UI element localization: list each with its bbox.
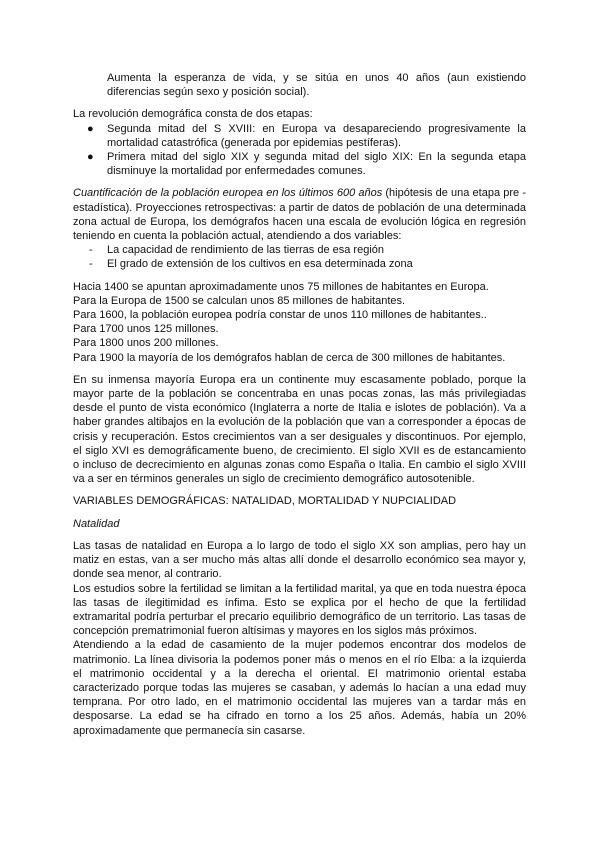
page-content (73, 71, 526, 738)
europe-paragraph: En su inmensa mayoría Europa era un continente muy escasamente poblado, porque la mayor parte de la población se concentraba en unas pocas zonas, las más privilegiadas desde el punto de vista económico (Inglaterra a norte de Italia e islotes de población). Va a haber grandes altibajos en la evolución de la población que van a corresponder a épocas de crisis y recuperación. Estos crecimientos van a ser desiguales y discontinuos. Por ejemplo, el siglo XVI es demográficamente bueno, de crecimiento. El siglo XVII es de estancamiento o incluso de decrecimiento en algunas zonas como España o Italia. En cambio el siglo XVIII va a ser en términos generales un siglo de crecimiento demográfico autosotenible. (73, 373, 526, 486)
estimate-line: Para 1700 unos 125 millones. (73, 323, 219, 336)
estimate-line: Para 1900 la mayoría de los demógrafos hablan de cerca de 300 millones de habitantes. (73, 351, 506, 364)
natality-section (73, 539, 526, 738)
revolution-heading: La revolución demográfica consta de dos etapas: (73, 108, 313, 121)
section-heading: VARIABLES DEMOGRÁFICAS: NATALIDAD, MORTALIDAD Y NUPCIALIDAD (73, 495, 457, 508)
variable-item (73, 257, 526, 271)
variable-item (73, 243, 526, 257)
dash-icon: - (89, 244, 93, 257)
intro-continuation: Aumenta la esperanza de vida, y se sitúa en unos 40 años (aun existiendo diferencias según sexo y posición social). (107, 72, 526, 99)
natality-paragraph: Las tasas de natalidad en Europa a lo largo de todo el siglo XX son amplias, pero hay un matiz en estas, van a ser mucho más altas allí donde el desarrollo económico sea mayor y, donde sea menor, al contrario. (73, 539, 526, 581)
variable-text: El grado de extensión de los cultivos en esa determinada zona (107, 258, 413, 271)
stage-item (73, 150, 526, 178)
natality-paragraph: Atendiendo a la edad de casamiento de la mujer podemos encontrar dos modelos de matrimonio. La línea divisoria la podemos poner más o menos en el río Elba: a la izquierda el matrimonio occidental y a la derecha el oriental. El matrimonio oriental estaba caracterizado porque todas las mujeres se casaban, y además lo hacían a una edad muy temprana. Por otro lado, en el matrimonio occidental las mujeres van a tardar más en desposarse. La edad se ha cifrado en torno a los 25 años. Además, había un 20% aproximadamente que permanecía sin casarse. (73, 639, 526, 737)
quantification-paragraph (73, 186, 526, 243)
estimate-line: Para 1600, la población europea podría constar de unos 110 millones de habitantes.. (73, 309, 487, 322)
estimate-line: Para 1800 unos 200 millones. (73, 337, 219, 350)
subsection-heading: Natalidad (73, 517, 120, 530)
stages-list (73, 122, 526, 179)
stage-item (73, 122, 526, 150)
variables-list (73, 243, 526, 271)
estimate-line: Hacia 1400 se apuntan aproximadamente unos 75 millones de habitantes en Europa. (73, 280, 489, 293)
quantification-title: Cuantificación de la población europea en los últimos 600 años (73, 187, 383, 200)
natality-paragraph: Los estudios sobre la fertilidad se limitan a la fertilidad marital, ya que en toda nuestra época las tasas de ilegitimidad es ínfima. Esto se explica por el hecho de que la fertilidad extramarital podría perturbar el precario equilibrio demográfico de un territorio. Las tasas de concepción prematrimonial fueron altísimas y mayores en los siglos más próximos. (73, 582, 526, 638)
stage-text: Segunda mitad del S XVIII: en Europa va desapareciendo progresivamente la mortalidad catastrófica (generada por epidemias pestíferas). (107, 122, 526, 149)
estimate-line: Para la Europa de 1500 se calculan unos 85 millones de habitantes. (73, 294, 406, 307)
quantification-body: (hipótesis de una etapa pre -estadística). Proyecciones retrospectivas: a partir de datos de población de una determinada zona actual de Europa, los demógrafos hacen una escala de evolución lógica en regresión teniendo en cuenta la población actual, atendiendo a dos variables: (73, 187, 526, 243)
population-estimates (73, 280, 526, 365)
dash-icon: - (89, 258, 93, 271)
variable-text: La capacidad de rendimiento de las tierras de esa región (107, 244, 385, 257)
bullet-icon: ● (87, 151, 94, 164)
bullet-icon: ● (87, 122, 94, 135)
stage-text: Primera mitad del siglo XIX y segunda mitad del siglo XIX: En la segunda etapa disminuye la mortalidad por enfermedades comunes. (107, 151, 526, 178)
